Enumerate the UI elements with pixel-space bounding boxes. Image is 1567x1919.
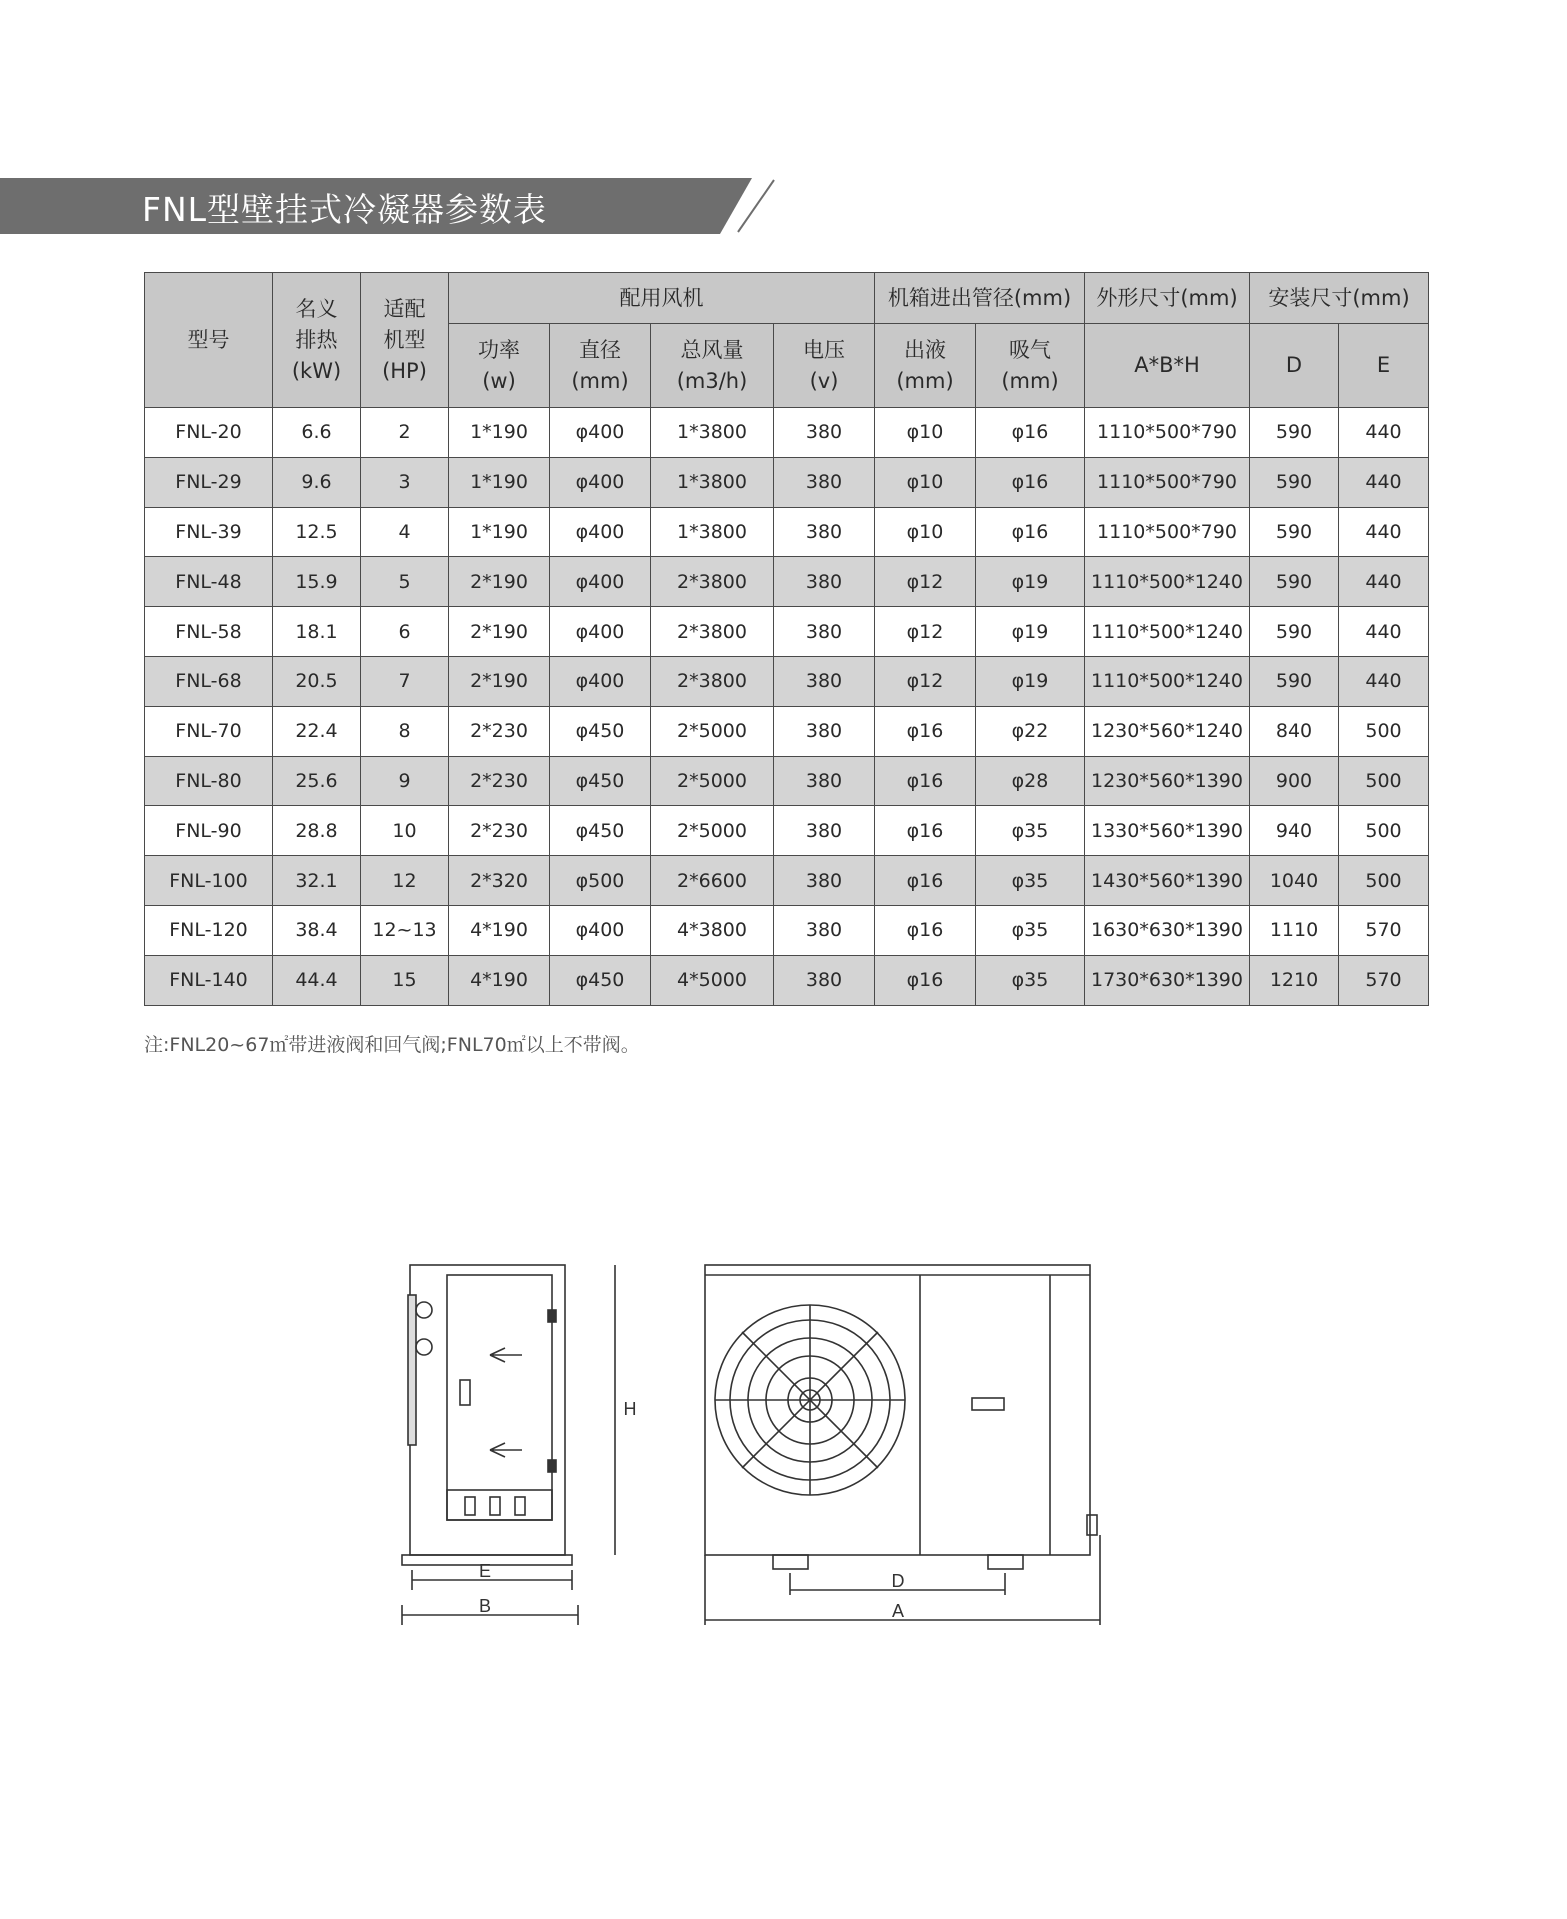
cell-voltage: 380	[774, 507, 875, 557]
foot-right	[988, 1555, 1023, 1569]
cell-airflow: 2*3800	[651, 656, 774, 706]
cell-d: 1110	[1250, 905, 1339, 955]
cell-capacity: 15.9	[273, 557, 361, 607]
cell-airflow: 2*5000	[651, 806, 774, 856]
cell-abh: 1110*500*1240	[1085, 656, 1250, 706]
cell-suction: φ35	[976, 806, 1085, 856]
cell-model: FNL-68	[145, 656, 273, 706]
side-cabinet	[410, 1265, 565, 1555]
cell-power: 1*190	[449, 457, 550, 507]
cell-d: 1040	[1250, 856, 1339, 906]
header-capacity-line2: 排热	[295, 327, 338, 352]
cell-diameter: φ450	[550, 706, 651, 756]
table-row	[145, 756, 1429, 806]
cell-model: FNL-80	[145, 756, 273, 806]
cell-voltage: 380	[774, 856, 875, 906]
cell-liquid: φ16	[875, 756, 976, 806]
cell-capacity: 38.4	[273, 905, 361, 955]
cell-liquid: φ16	[875, 806, 976, 856]
header-diameter-line2: (mm)	[571, 368, 629, 393]
table-row	[145, 905, 1429, 955]
cell-liquid: φ10	[875, 507, 976, 557]
cell-power: 1*190	[449, 408, 550, 458]
cell-diameter: φ500	[550, 856, 651, 906]
cell-model: FNL-140	[145, 955, 273, 1005]
header-suction-line1: 吸气	[1009, 337, 1051, 362]
cell-liquid: φ12	[875, 656, 976, 706]
cell-e: 570	[1339, 905, 1429, 955]
header-fan-group: 配用风机	[449, 273, 875, 324]
title-banner	[0, 178, 780, 234]
hinge-bottom	[548, 1460, 556, 1472]
header-voltage	[774, 324, 875, 408]
header-liquid-line1: 出液	[904, 337, 946, 362]
cell-abh: 1230*560*1390	[1085, 756, 1250, 806]
cell-power: 2*230	[449, 706, 550, 756]
table-row	[145, 706, 1429, 756]
cell-voltage: 380	[774, 656, 875, 706]
table-row	[145, 457, 1429, 507]
cell-airflow: 2*6600	[651, 856, 774, 906]
cell-diameter: φ400	[550, 408, 651, 458]
cell-liquid: φ16	[875, 856, 976, 906]
cell-power: 2*190	[449, 557, 550, 607]
cell-suction: φ35	[976, 856, 1085, 906]
cell-capacity: 44.4	[273, 955, 361, 1005]
cell-diameter: φ400	[550, 656, 651, 706]
cell-model: FNL-120	[145, 905, 273, 955]
header-row-top	[145, 273, 1429, 324]
header-pipe-group: 机箱进出管径(mm)	[875, 273, 1085, 324]
cell-e: 440	[1339, 656, 1429, 706]
cell-airflow: 1*3800	[651, 408, 774, 458]
cell-capacity: 22.4	[273, 706, 361, 756]
header-model: 型号	[145, 273, 273, 408]
fan-guard-icon	[715, 1305, 905, 1495]
dim-label-e: E	[478, 1561, 492, 1581]
cell-voltage: 380	[774, 557, 875, 607]
dim-label-b: B	[478, 1596, 492, 1616]
cell-d: 590	[1250, 557, 1339, 607]
header-power	[449, 324, 550, 408]
header-abh: A*B*H	[1085, 324, 1250, 408]
cell-e: 440	[1339, 607, 1429, 657]
valve-1	[465, 1497, 475, 1515]
cell-suction: φ19	[976, 656, 1085, 706]
header-suction-line2: (mm)	[1001, 368, 1059, 393]
cell-suction: φ22	[976, 706, 1085, 756]
cell-hp: 6	[361, 607, 449, 657]
cell-power: 1*190	[449, 507, 550, 557]
header-airflow-line2: (m3/h)	[676, 368, 748, 393]
header-power-line2: (w)	[482, 368, 516, 393]
unit-drawing	[390, 1255, 1120, 1635]
cell-model: FNL-48	[145, 557, 273, 607]
cell-e: 500	[1339, 856, 1429, 906]
header-dims-group: 外形尺寸(mm)	[1085, 273, 1250, 324]
cell-capacity: 32.1	[273, 856, 361, 906]
side-label	[460, 1380, 470, 1405]
cell-model: FNL-100	[145, 856, 273, 906]
table-row	[145, 507, 1429, 557]
table-row	[145, 656, 1429, 706]
cell-airflow: 1*3800	[651, 507, 774, 557]
side-panel	[447, 1275, 552, 1520]
cell-e: 440	[1339, 457, 1429, 507]
cell-voltage: 380	[774, 706, 875, 756]
cell-hp: 15	[361, 955, 449, 1005]
page-title: FNL型壁挂式冷凝器参数表	[142, 190, 548, 229]
cell-airflow: 4*5000	[651, 955, 774, 1005]
cell-diameter: φ400	[550, 557, 651, 607]
cell-hp: 7	[361, 656, 449, 706]
cell-suction: φ28	[976, 756, 1085, 806]
cell-abh: 1230*560*1240	[1085, 706, 1250, 756]
cell-liquid: φ12	[875, 607, 976, 657]
cell-abh: 1110*500*1240	[1085, 607, 1250, 657]
cell-suction: φ19	[976, 557, 1085, 607]
cell-e: 440	[1339, 507, 1429, 557]
cell-d: 900	[1250, 756, 1339, 806]
cell-liquid: φ10	[875, 457, 976, 507]
cell-d: 590	[1250, 507, 1339, 557]
cell-d: 590	[1250, 656, 1339, 706]
cell-capacity: 18.1	[273, 607, 361, 657]
cell-abh: 1110*500*790	[1085, 507, 1250, 557]
cell-model: FNL-58	[145, 607, 273, 657]
header-suction	[976, 324, 1085, 408]
cell-d: 590	[1250, 607, 1339, 657]
header-hp-line2: 机型	[383, 327, 426, 352]
valve-fitting-icon	[1087, 1515, 1097, 1535]
cell-diameter: φ450	[550, 806, 651, 856]
cell-hp: 9	[361, 756, 449, 806]
cell-hp: 12~13	[361, 905, 449, 955]
valve-2	[490, 1497, 500, 1515]
cell-diameter: φ400	[550, 905, 651, 955]
cell-e: 440	[1339, 408, 1429, 458]
spec-table	[144, 272, 1429, 1006]
cell-hp: 10	[361, 806, 449, 856]
table-row	[145, 557, 1429, 607]
cell-diameter: φ450	[550, 955, 651, 1005]
cell-abh: 1110*500*1240	[1085, 557, 1250, 607]
cell-abh: 1110*500*790	[1085, 408, 1250, 458]
cell-airflow: 2*5000	[651, 756, 774, 806]
cell-diameter: φ400	[550, 457, 651, 507]
dim-label-d: D	[891, 1571, 905, 1591]
cell-model: FNL-90	[145, 806, 273, 856]
cell-power: 2*190	[449, 607, 550, 657]
cell-capacity: 12.5	[273, 507, 361, 557]
cell-liquid: φ12	[875, 557, 976, 607]
cell-suction: φ35	[976, 955, 1085, 1005]
header-hp-line1: 适配	[383, 296, 426, 321]
outlet-fitting-icon	[416, 1339, 432, 1355]
cell-suction: φ19	[976, 607, 1085, 657]
cell-e: 570	[1339, 955, 1429, 1005]
header-airflow-line1: 总风量	[680, 337, 744, 362]
header-power-line1: 功率	[478, 337, 520, 362]
cell-capacity: 28.8	[273, 806, 361, 856]
header-liquid	[875, 324, 976, 408]
cell-hp: 8	[361, 706, 449, 756]
header-voltage-line2: (v)	[809, 368, 839, 393]
cell-airflow: 2*5000	[651, 706, 774, 756]
cell-power: 2*320	[449, 856, 550, 906]
header-capacity-line1: 名义	[295, 296, 338, 321]
cell-e: 440	[1339, 557, 1429, 607]
cell-model: FNL-39	[145, 507, 273, 557]
table-row	[145, 856, 1429, 906]
header-d: D	[1250, 324, 1339, 408]
cell-voltage: 380	[774, 457, 875, 507]
cell-suction: φ16	[976, 507, 1085, 557]
cell-liquid: φ16	[875, 905, 976, 955]
dim-label-a: A	[891, 1601, 905, 1621]
cell-power: 4*190	[449, 905, 550, 955]
cell-d: 590	[1250, 457, 1339, 507]
header-install-group: 安装尺寸(mm)	[1250, 273, 1429, 324]
header-diameter-line1: 直径	[579, 337, 621, 362]
cell-e: 500	[1339, 706, 1429, 756]
header-capacity	[273, 273, 361, 408]
cell-model: FNL-20	[145, 408, 273, 458]
header-voltage-line1: 电压	[803, 337, 845, 362]
cell-hp: 5	[361, 557, 449, 607]
cell-capacity: 20.5	[273, 656, 361, 706]
airflow-arrow-icon	[490, 1348, 522, 1362]
cell-power: 4*190	[449, 955, 550, 1005]
inlet-fitting-icon	[416, 1302, 432, 1318]
cell-hp: 2	[361, 408, 449, 458]
cell-capacity: 25.6	[273, 756, 361, 806]
cell-hp: 12	[361, 856, 449, 906]
front-cabinet	[705, 1265, 1090, 1555]
valve-3	[515, 1497, 525, 1515]
cell-abh: 1630*630*1390	[1085, 905, 1250, 955]
cell-capacity: 6.6	[273, 408, 361, 458]
front-label	[972, 1398, 1004, 1410]
cell-e: 500	[1339, 756, 1429, 806]
cell-voltage: 380	[774, 408, 875, 458]
table-row	[145, 806, 1429, 856]
table-row	[145, 607, 1429, 657]
cell-abh: 1330*560*1390	[1085, 806, 1250, 856]
side-coil	[408, 1295, 416, 1445]
cell-diameter: φ400	[550, 607, 651, 657]
cell-suction: φ35	[976, 905, 1085, 955]
airflow-arrow-icon-2	[490, 1443, 522, 1457]
header-diameter	[550, 324, 651, 408]
cell-liquid: φ10	[875, 408, 976, 458]
cell-diameter: φ450	[550, 756, 651, 806]
header-airflow	[651, 324, 774, 408]
cell-power: 2*190	[449, 656, 550, 706]
cell-diameter: φ400	[550, 507, 651, 557]
cell-capacity: 9.6	[273, 457, 361, 507]
cell-airflow: 2*3800	[651, 607, 774, 657]
cell-airflow: 2*3800	[651, 557, 774, 607]
cell-abh: 1430*560*1390	[1085, 856, 1250, 906]
cell-suction: φ16	[976, 457, 1085, 507]
table-row	[145, 955, 1429, 1005]
cell-voltage: 380	[774, 607, 875, 657]
cell-liquid: φ16	[875, 955, 976, 1005]
cell-voltage: 380	[774, 756, 875, 806]
cell-power: 2*230	[449, 806, 550, 856]
cell-hp: 4	[361, 507, 449, 557]
cell-d: 840	[1250, 706, 1339, 756]
header-liquid-line2: (mm)	[896, 368, 954, 393]
header-hp-line3: (HP)	[382, 358, 427, 383]
cell-voltage: 380	[774, 806, 875, 856]
cell-airflow: 1*3800	[651, 457, 774, 507]
cell-model: FNL-29	[145, 457, 273, 507]
header-capacity-line3: (kW)	[291, 358, 342, 383]
foot-left	[773, 1555, 808, 1569]
header-hp	[361, 273, 449, 408]
header-e: E	[1339, 324, 1429, 408]
cell-liquid: φ16	[875, 706, 976, 756]
cell-airflow: 4*3800	[651, 905, 774, 955]
cell-voltage: 380	[774, 905, 875, 955]
spec-table-body	[145, 408, 1429, 1006]
cell-abh: 1110*500*790	[1085, 457, 1250, 507]
cell-e: 500	[1339, 806, 1429, 856]
side-view	[402, 1265, 615, 1625]
cell-d: 940	[1250, 806, 1339, 856]
table-note: 注:FNL20~67㎡带进液阀和回气阀;FNL70㎡以上不带阀。	[144, 1034, 640, 1056]
cell-d: 590	[1250, 408, 1339, 458]
hinge-top	[548, 1310, 556, 1322]
cell-power: 2*230	[449, 756, 550, 806]
cell-d: 1210	[1250, 955, 1339, 1005]
cell-voltage: 380	[774, 955, 875, 1005]
cell-abh: 1730*630*1390	[1085, 955, 1250, 1005]
dim-label-h: H	[623, 1399, 637, 1419]
table-row	[145, 408, 1429, 458]
cell-suction: φ16	[976, 408, 1085, 458]
cell-hp: 3	[361, 457, 449, 507]
cell-model: FNL-70	[145, 706, 273, 756]
